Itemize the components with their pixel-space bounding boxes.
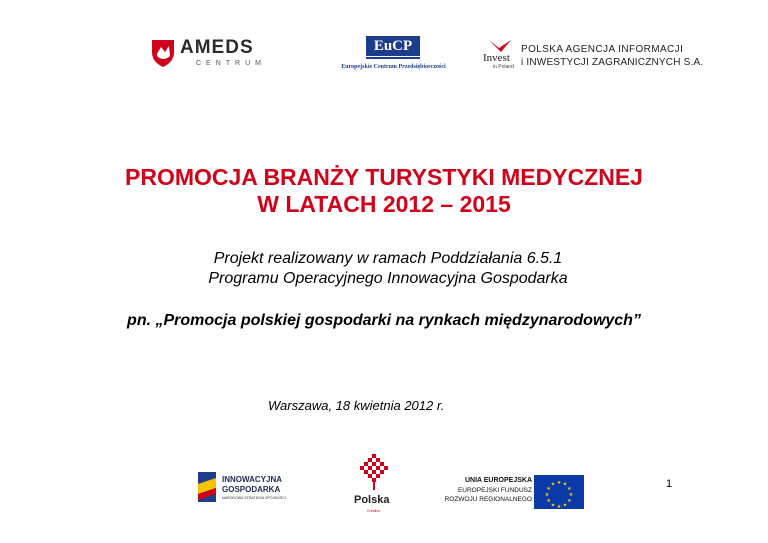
svg-text:★: ★ <box>568 492 574 498</box>
ig-flag-icon <box>198 472 216 502</box>
project-line2: Programu Operacyjnego Innowacyjna Gospodarka <box>208 270 568 287</box>
svg-text:★: ★ <box>567 486 572 492</box>
svg-text:★: ★ <box>546 486 551 492</box>
eucp-caption: Europejskie Centrum Przedsiębiorczości <box>341 64 446 70</box>
page-number: 1 <box>666 478 673 490</box>
ig-line3: NARODOWA STRATEGIA SPÓJNOŚCI <box>222 496 286 500</box>
svg-text:★: ★ <box>556 480 562 486</box>
paiiz-line1: POLSKA AGENCJA INFORMACJI <box>521 44 684 55</box>
ameds-logo <box>150 36 266 72</box>
eu-logo <box>444 473 588 511</box>
svg-text:★: ★ <box>556 504 562 509</box>
ameds-sub: CENTRUM <box>196 60 266 67</box>
invest-word: Invest <box>483 52 510 64</box>
eu-line1: UNIA EUROPEJSKA <box>464 477 532 484</box>
svg-text:★: ★ <box>550 481 556 488</box>
innowacyjna-gospodarka-logo <box>198 472 298 508</box>
polska-logo <box>352 454 396 520</box>
svg-text:★: ★ <box>546 498 551 504</box>
title-line2: W LATACH 2012 – 2015 <box>257 191 511 217</box>
ig-line2: GOSPODARKA <box>222 485 281 494</box>
ameds-shield-icon <box>150 38 176 68</box>
title-line1: PROMOCJA BRANŻY TURYSTYKI MEDYCZNEJ <box>125 164 643 190</box>
svg-text:★: ★ <box>562 481 568 488</box>
svg-text:★: ★ <box>550 502 556 509</box>
eucp-box: EuCP <box>366 36 420 56</box>
polska-word: Polska <box>354 494 390 506</box>
eu-flag-icon <box>534 475 584 509</box>
in-poland: in Poland <box>493 64 514 70</box>
ameds-name: AMEDS <box>180 37 254 58</box>
svg-text:★: ★ <box>562 502 568 509</box>
eu-line2: EUROPEJSKI FUNDUSZ <box>457 487 532 494</box>
svg-text:★: ★ <box>567 498 572 504</box>
project-line1: Projekt realizowany w ramach Poddziałania 6.5.1 <box>213 250 563 267</box>
polska-kite-icon <box>356 454 392 492</box>
eucp-logo <box>326 36 461 76</box>
paiiz-line2: i INWESTYCJI ZAGRANICZNYCH S.A. <box>521 57 704 68</box>
polska-small: Creative <box>367 509 381 513</box>
svg-text:★: ★ <box>544 492 550 498</box>
place-date: Warszawa, 18 kwietnia 2012 r. <box>268 398 445 413</box>
eu-line3: ROZWOJU REGIONALNEGO <box>444 496 532 503</box>
paiiz-logo <box>481 38 704 74</box>
program-name: pn. „Promocja polskiej gospodarki na rynkach międzynarodowych” <box>127 312 641 329</box>
ig-line1: INNOWACYJNA <box>222 475 283 484</box>
